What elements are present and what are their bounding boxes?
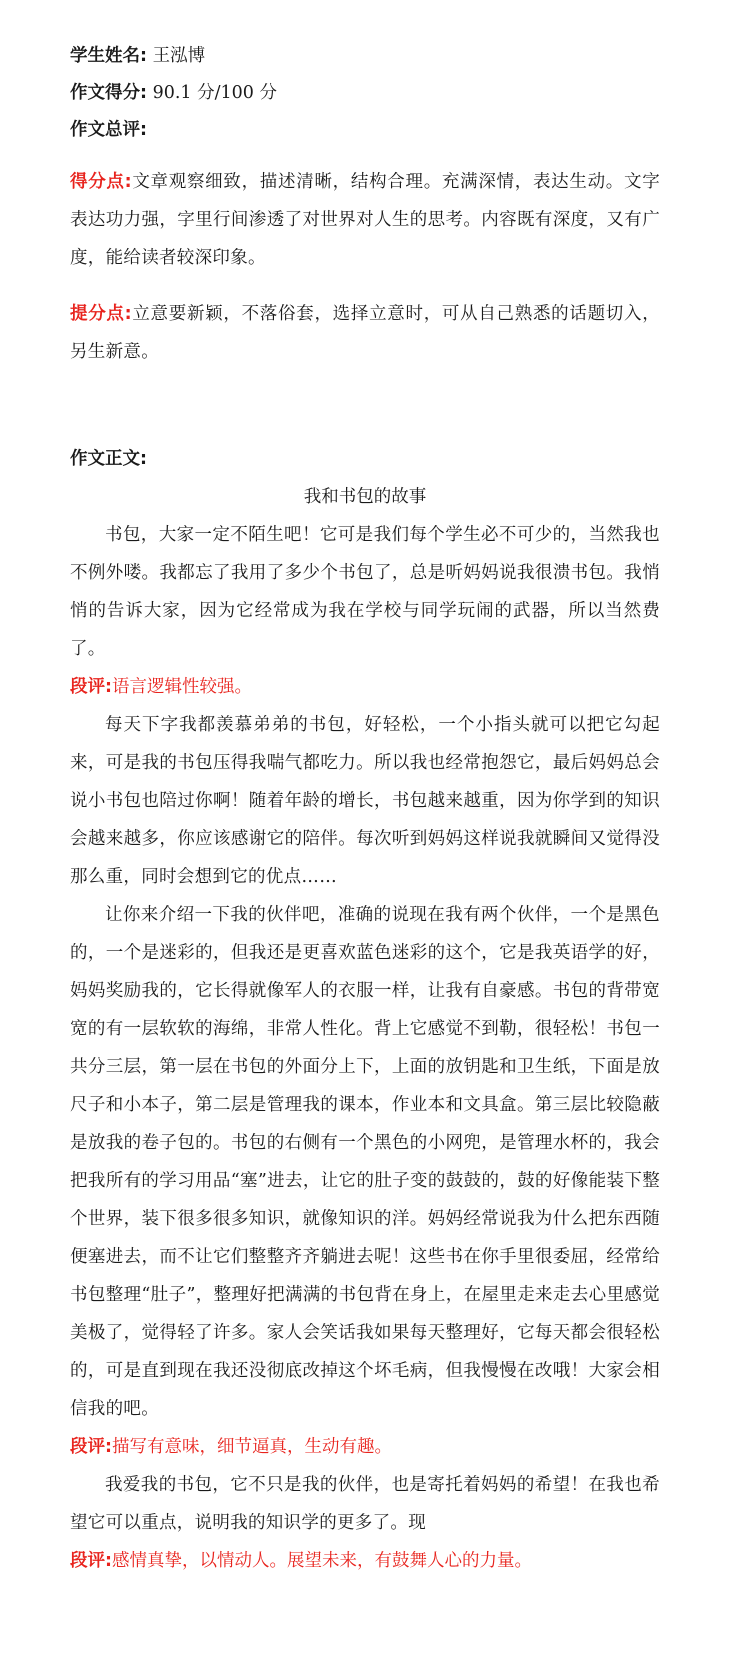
essay-body-heading bbox=[70, 441, 660, 478]
essay-body-label: 作文正文: bbox=[70, 449, 147, 469]
student-name-label: 学生姓名: bbox=[70, 46, 147, 66]
paragraph-comment-2 bbox=[70, 1428, 660, 1466]
paragraph-comment-1 bbox=[70, 668, 660, 706]
paragraph-comment-label: 段评: bbox=[70, 1551, 112, 1571]
overall-review-label: 作文总评: bbox=[70, 120, 147, 140]
paragraph-comment-label: 段评: bbox=[70, 677, 112, 697]
paragraph-comment-text: 感情真挚，以情动人。展望未来，有鼓舞人心的力量。 bbox=[112, 1551, 532, 1571]
strengths-text: 文章观察细致，描述清晰，结构合理。充满深情，表达生动。文字表达功力强，字里行间渗透了对世界对人生的思考。内容既有深度，又有广度，能给读者较深印象。 bbox=[70, 172, 661, 268]
paragraph-comment-label: 段评: bbox=[70, 1437, 112, 1457]
improvements-label: 提分点: bbox=[70, 304, 132, 324]
overall-review-heading bbox=[70, 112, 660, 149]
score-row bbox=[70, 75, 660, 112]
essay-report bbox=[70, 38, 660, 1580]
score-label: 作文得分: bbox=[70, 83, 147, 103]
strengths-paragraph bbox=[70, 163, 660, 277]
paragraph-comment-text: 描写有意味，细节逼真，生动有趣。 bbox=[112, 1437, 392, 1457]
essay-paragraph-4: 我爱我的书包，它不只是我的伙伴，也是寄托着妈妈的希望！在我也希望它可以重点，说明我的知识学的更多了。现 bbox=[70, 1475, 660, 1533]
paragraph-comment-3 bbox=[70, 1542, 660, 1580]
paragraph-comment-text: 语言逻辑性较强。 bbox=[112, 677, 252, 697]
score-value: 90.1 分/100 分 bbox=[152, 83, 277, 103]
essay-paragraph-2: 每天下字我都羡慕弟弟的书包，好轻松，一个小指头就可以把它勾起来，可是我的书包压得我喘气都吃力。所以我也经常抱怨它，最后妈妈总会说小书包也陪过你啊！随着年龄的增长，书包越来越重，因为你学到的知识会越来越多，你应该感谢它的陪伴。每次听到妈妈这样说我就瞬间又觉得没那么重，同时会想到它的优点…… bbox=[70, 715, 660, 887]
student-name-value: 王泓博 bbox=[152, 46, 206, 66]
student-name-row bbox=[70, 38, 660, 75]
essay-paragraph-3: 让你来介绍一下我的伙伴吧，准确的说现在我有两个伙伴，一个是黑色的，一个是迷彩的，但我还是更喜欢蓝色迷彩的这个，它是我英语学的好，妈妈奖励我的，它长得就像军人的衣服一样，让我有自豪感。书包的背带宽宽的有一层软软的海绵，非常人性化。背上它感觉不到勒，很轻松！书包一共分三层，第一层在书包的外面分上下，上面的放钥匙和卫生纸，下面是放尺子和小本子，第二层是管理我的课本，作业本和文具盒。第三层比较隐蔽是放我的卷子包的。书包的右侧有一个黑色的小网兜，是管理水杯的，我会把我所有的学习用品“塞”进去，让它的肚子变的鼓鼓的，鼓的好像能装下整个世界，装下很多很多知识，就像知识的洋。妈妈经常说我为什么把东西随便塞进去，而不让它们整整齐齐躺进去呢！这些书在你手里很委屈，经常给书包整理“肚子”，整理好把满满的书包背在身上，在屋里走来走去心里感觉美极了，觉得轻了许多。家人会笑话我如果每天整理好，它每天都会很轻松的，可是直到现在我还没彻底改掉这个坏毛病，但我慢慢在改哦！大家会相信我的吧。 bbox=[70, 905, 660, 1419]
essay-title: 我和书包的故事 bbox=[303, 487, 427, 507]
improvements-paragraph bbox=[70, 295, 660, 371]
improvements-text: 立意要新颖，不落俗套，选择立意时，可从自己熟悉的话题切入，另生新意。 bbox=[70, 304, 661, 362]
essay-paragraph-1: 书包，大家一定不陌生吧！它可是我们每个学生必不可少的，当然我也不例外喽。我都忘了我用了多少个书包了，总是听妈妈说我很溃书包。我悄悄的告诉大家，因为它经常成为我在学校与同学玩闹的武器，所以当然费了。 bbox=[70, 525, 660, 659]
strengths-label: 得分点: bbox=[70, 172, 132, 192]
